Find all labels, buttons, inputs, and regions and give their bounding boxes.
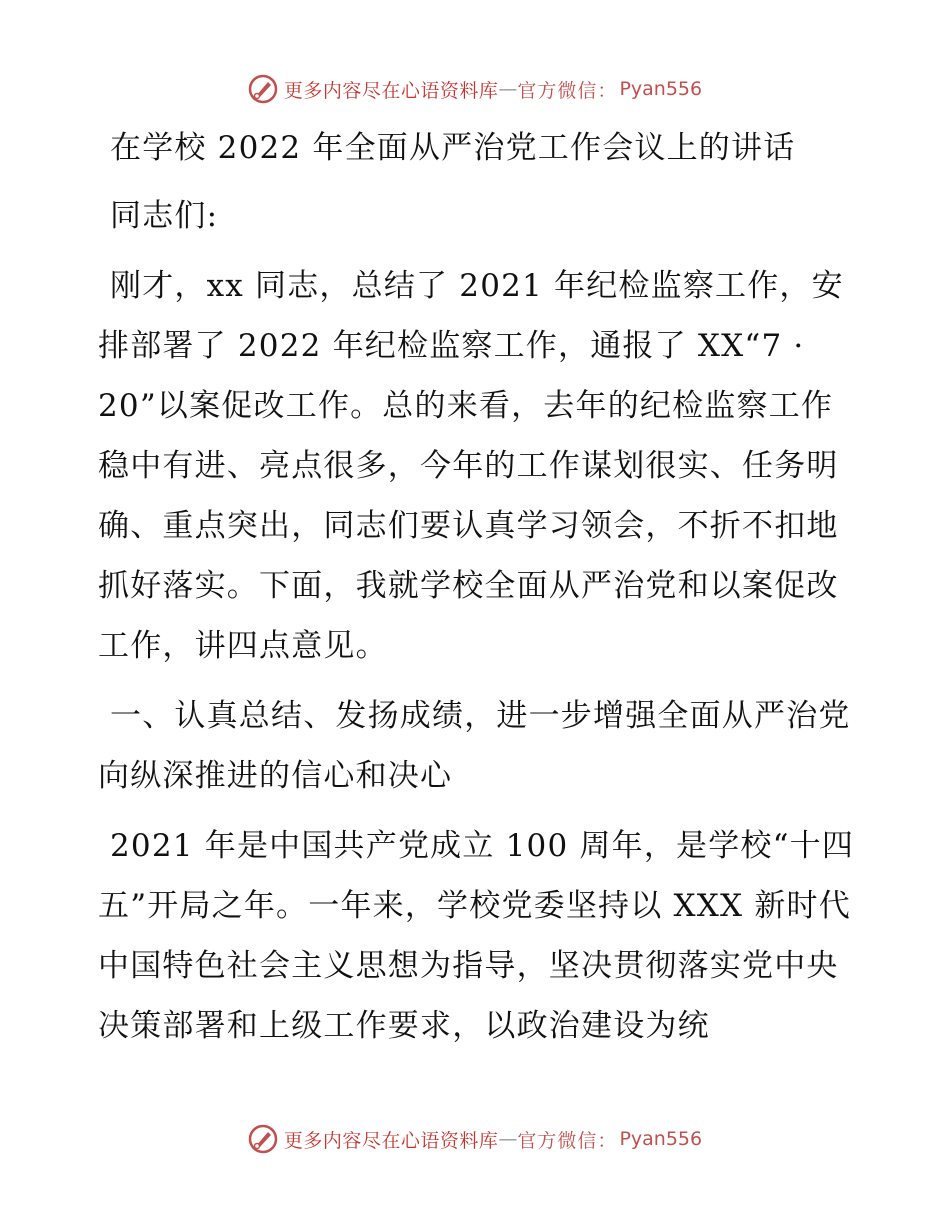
watermark-id: Pyan556 bbox=[619, 78, 703, 100]
section-heading-1: 一、认真总结、发扬成绩，进一步增强全面从严治党向纵深推进的信心和决心 bbox=[98, 698, 851, 794]
paragraph-1: 刚才，xx 同志，总结了 2021 年纪检监察工作，安排部署了 2022 年纪检监察工作，通报了 XX“7 · 20”以案促改工作。总的来看，去年的纪检监察工作稳中有进、亮点很多，今年的工作谋划很实、任务明确、重点突出，同志们要认真学习领会，不折不扣地抓好落实。下面，我就学校全面从严治党和以案促改工作，讲四点意见。 bbox=[98, 268, 844, 664]
pen-nib-icon bbox=[248, 1124, 278, 1154]
watermark-brand: 更多内容尽在心语资料库 bbox=[283, 79, 499, 102]
watermark-separator: — bbox=[498, 78, 518, 100]
watermark-separator: — bbox=[498, 1128, 518, 1150]
pen-nib-icon bbox=[248, 74, 278, 104]
watermark-brand: 更多内容尽在心语资料库 bbox=[283, 1129, 499, 1152]
document-title: 在学校 2022 年全面从严治党工作会议上的讲话 bbox=[110, 130, 796, 166]
document-body bbox=[98, 118, 858, 1056]
paragraph-2: 2021 年是中国共产党成立 100 周年，是学校“十四五”开局之年。一年来，学校党委坚持以 XXX 新时代中国特色社会主义思想为指导，坚决贯彻落实党中央决策部署和上级工作要求，以政治建设为统 bbox=[98, 828, 855, 1044]
watermark-id: Pyan556 bbox=[619, 1128, 703, 1150]
watermark-bottom bbox=[0, 1124, 950, 1154]
watermark-label: 官方微信： bbox=[517, 79, 618, 102]
salutation: 同志们: bbox=[110, 198, 219, 234]
watermark-top bbox=[0, 74, 950, 104]
watermark-label: 官方微信： bbox=[517, 1129, 618, 1152]
